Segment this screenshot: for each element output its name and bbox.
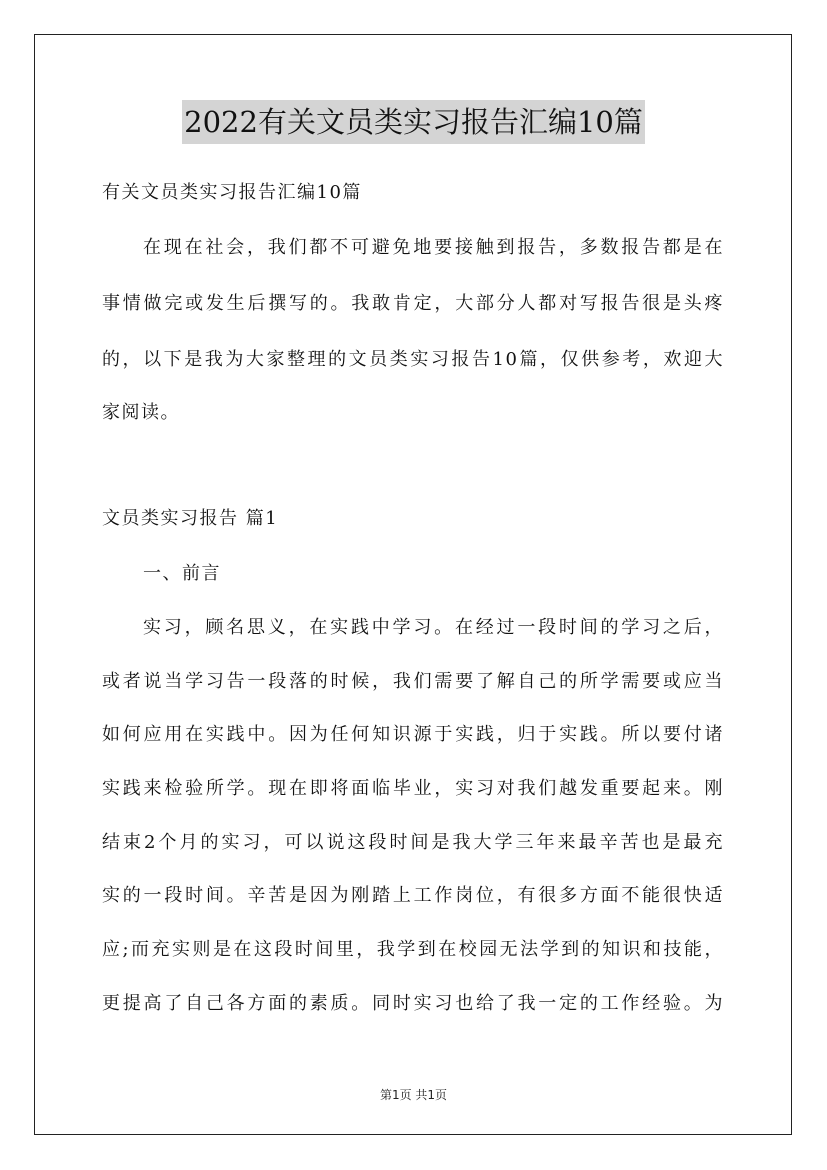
body-line-4: 实践来检验所学。现在即将面临毕业，实习对我们越发重要起来。刚 bbox=[102, 778, 724, 799]
document-subtitle: 有关文员类实习报告汇编10篇 bbox=[102, 182, 362, 203]
body-line-6: 实的一段时间。辛苦是因为刚踏上工作岗位，有很多方面不能很快适 bbox=[102, 885, 724, 906]
page-footer: 第1页 共1页 bbox=[379, 1088, 448, 1102]
intro-line-4: 家阅读。 bbox=[102, 402, 180, 423]
subsection-heading: 一、前言 bbox=[143, 563, 221, 584]
document-title bbox=[0, 100, 827, 144]
body-line-5: 结束2个月的实习，可以说这段时间是我大学三年来最辛苦也是最充 bbox=[102, 832, 724, 853]
body-line-1: 实习，顾名思义，在实践中学习。在经过一段时间的学习之后， bbox=[143, 617, 724, 638]
body-line-2: 或者说当学习告一段落的时候，我们需要了解自己的所学需要或应当 bbox=[102, 671, 724, 692]
body-line-3: 如何应用在实践中。因为任何知识源于实践，归于实践。所以要付诸 bbox=[102, 724, 724, 745]
body-line-8: 更提高了自己各方面的素质。同时实习也给了我一定的工作经验。为 bbox=[102, 993, 724, 1014]
intro-line-1: 在现在社会，我们都不可避免地要接触到报告，多数报告都是在 bbox=[143, 237, 724, 258]
intro-line-2: 事情做完或发生后撰写的。我敢肯定，大部分人都对写报告很是头疼 bbox=[102, 293, 724, 314]
section-heading: 文员类实习报告 篇1 bbox=[102, 508, 279, 529]
body-line-7: 应;而充实则是在这段时间里，我学到在校园无法学到的知识和技能， bbox=[102, 939, 724, 960]
intro-line-3: 的，以下是我为大家整理的文员类实习报告10篇，仅供参考，欢迎大 bbox=[102, 349, 724, 370]
document-title-text: 2022有关文员类实习报告汇编10篇 bbox=[182, 100, 645, 144]
